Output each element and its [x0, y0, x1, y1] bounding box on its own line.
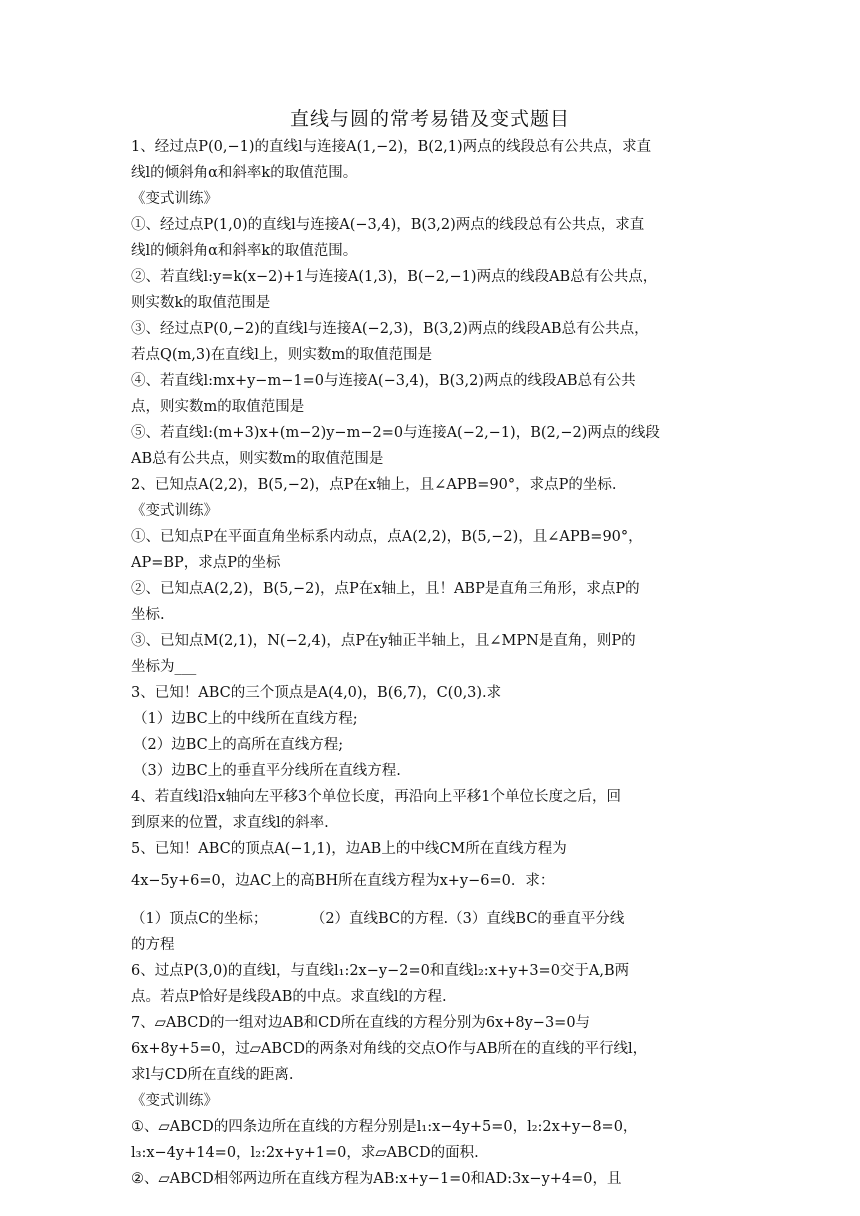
- section-heading: 《变式训练》: [131, 1093, 218, 1109]
- text-line: 的方程: [131, 937, 175, 953]
- text-line: ②、已知点A(2,2)，B(5,−2)，点P在x轴上，且！ABP是直角三角形，求点P的: [131, 581, 640, 597]
- text-line: ①、▱ABCD的四条边所在直线的方程分别是l₁:x−4y+5=0，l₂:2x+y−8=0，: [131, 1119, 638, 1135]
- text-line: 6、过点P(3,0)的直线l，与直线l₁:2x−y−2=0和直线l₂:x+y+3=0交于A,B两: [131, 963, 630, 979]
- text-line: 3、已知！ABC的三个顶点是A(4,0)，B(6,7)，C(0,3).求: [131, 685, 502, 701]
- text-line: 1、经过点P(0,−1)的直线l与连接A(1,−2)，B(2,1)两点的线段总有公共点，求直: [131, 139, 652, 155]
- text-line: 到原来的位置，求直线l的斜率.: [131, 815, 329, 831]
- text-line: 线l的倾斜角α和斜率k的取值范围。: [131, 243, 358, 259]
- text-line: 求l与CD所在直线的距离.: [131, 1067, 294, 1083]
- text-line: ①、经过点P(1,0)的直线l与连接A(−3,4)，B(3,2)两点的线段总有公共点，求直: [131, 217, 645, 233]
- text-line: ④、若直线l:mx+y−m−1=0与连接A(−3,4)，B(3,2)两点的线段AB总有公共: [131, 373, 636, 389]
- text-line: 4、若直线l沿x轴向左平移3个单位长度，再沿向上平移1个单位长度之后，回: [131, 789, 621, 805]
- text-line: 若点Q(m,3)在直线l上，则实数m的取值范围是: [131, 347, 433, 363]
- text-line: 2、已知点A(2,2)，B(5,−2)，点P在x轴上，且∠APB=90°，求点P的坐标.: [131, 477, 617, 493]
- text-line: 7、▱ABCD的一组对边AB和CD所在直线的方程分别为6x+8y−3=0与: [131, 1015, 591, 1031]
- text-line: （2）边BC上的高所在直线方程;: [133, 737, 344, 753]
- document-title: 直线与圆的常考易错及变式题目: [289, 108, 570, 130]
- text-line: 6x+8y+5=0，过▱ABCD的两条对角线的交点O作与AB所在的直线的平行线l，: [131, 1041, 648, 1057]
- text-line: AP=BP，求点P的坐标: [131, 555, 281, 571]
- text-line: ③、经过点P(0,−2)的直线l与连接A(−2,3)，B(3,2)两点的线段AB总有公共点，: [131, 321, 649, 337]
- text-line: AB总有公共点，则实数m的取值范围是: [131, 451, 384, 467]
- text-line: （1）边BC上的中线所在直线方程;: [133, 711, 358, 727]
- section-heading: 《变式训练》: [131, 503, 218, 519]
- text-line: ②、若直线l:y=k(x−2)+1与连接A(1,3)，B(−2,−1)两点的线段AB总有公共点，: [131, 269, 658, 285]
- text-line: 点。若点P恰好是线段AB的中点。求直线l的方程.: [131, 989, 447, 1005]
- text-line: 4x−5y+6=0，边AC上的高BH所在直线方程为x+y−6=0．求：: [131, 873, 555, 889]
- text-line: ①、已知点P在平面直角坐标系内动点，点A(2,2)，B(5,−2)，且∠APB=90°，: [131, 529, 643, 545]
- text-line: ②、▱ABCD相邻两边所在直线方程为AB:x+y−1=0和AD:3x−y+4=0，且: [131, 1171, 622, 1187]
- section-heading: 《变式训练》: [131, 191, 218, 207]
- text-line: 坐标.: [131, 607, 165, 623]
- text-line: （3）边BC上的垂直平分线所在直线方程.: [133, 763, 401, 779]
- text-line: 则实数k的取值范围是: [131, 295, 271, 311]
- text-line: ③、已知点M(2,1)，N(−2,4)，点P在y轴正半轴上，且∠MPN是直角，则P的: [131, 633, 636, 649]
- text-line: 点，则实数m的取值范围是: [131, 399, 305, 415]
- text-line: 线l的倾斜角α和斜率k的取值范围。: [131, 165, 358, 181]
- text-line: （1）顶点C的坐标； （2）直线BC的方程.（3）直线BC的垂直平分线: [131, 911, 625, 927]
- text-line: ⑤、若直线l:(m+3)x+(m−2)y−m−2=0与连接A(−2,−1)，B(2,−2)两点的线段: [131, 425, 660, 441]
- text-line: 5、已知！ABC的顶点A(−1,1)，边AB上的中线CM所在直线方程为: [131, 841, 567, 857]
- text-line: 坐标为___: [131, 659, 197, 675]
- text-line: l₃:x−4y+14=0，l₂:2x+y+1=0，求▱ABCD的面积.: [131, 1145, 479, 1161]
- document-body: [131, 134, 731, 1192]
